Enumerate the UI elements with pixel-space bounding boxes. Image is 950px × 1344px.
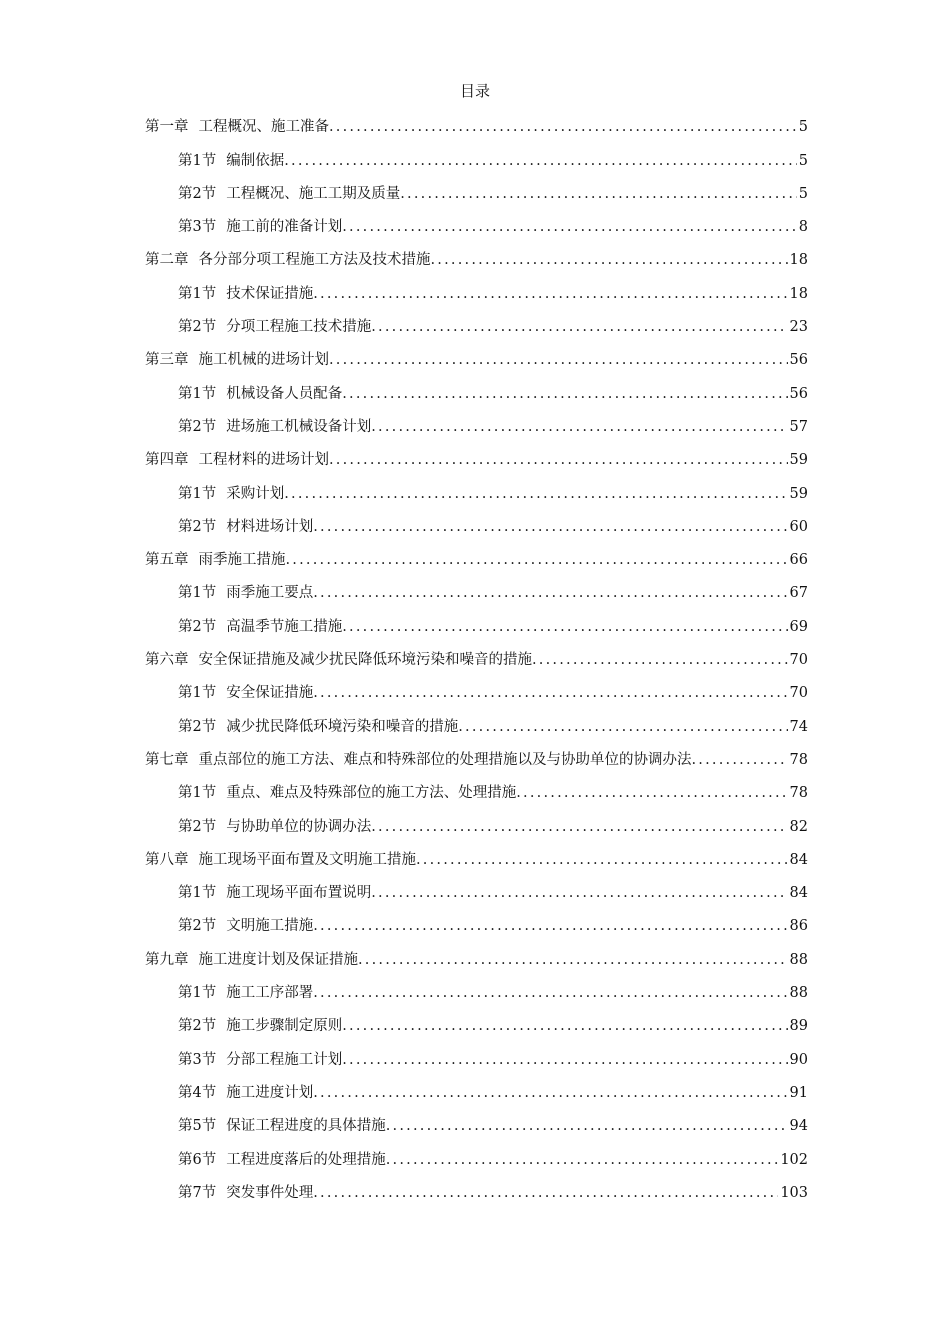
table-of-contents [145,105,808,1204]
toc-entry-title: 机械设备人员配备 [226,385,343,402]
toc-entry-title: 减少扰民降低环境污染和噪音的措施 [226,718,459,735]
toc-entry-title: 采购计划 [226,485,285,502]
toc-entry-number: 第1节 [178,585,217,602]
toc-entry-title: 工程材料的进场计划 [198,452,329,469]
toc-entry-page: 90 [789,1051,808,1068]
toc-dot-leader [313,516,787,538]
toc-entry-number: 第1节 [178,485,217,502]
toc-chapter-entry[interactable] [145,338,808,371]
toc-entry-number: 第四章 [145,452,189,469]
toc-entry-number: 第1节 [178,285,217,302]
toc-section-entry[interactable] [145,405,808,438]
toc-entry-title: 安全保证措施 [226,685,314,702]
toc-dot-leader [284,483,787,505]
toc-section-entry[interactable] [145,305,808,338]
toc-dot-leader [416,849,788,871]
toc-entry-title: 施工步骤制定原则 [226,1018,343,1035]
toc-entry-title: 施工进度计划及保证措施 [198,951,358,968]
toc-chapter-entry[interactable] [145,105,808,138]
toc-entry-page: 5 [798,152,808,169]
toc-entry-number: 第六章 [145,652,189,669]
toc-entry-page: 103 [780,1184,808,1201]
toc-section-entry[interactable] [145,205,808,238]
toc-section-entry[interactable] [145,571,808,604]
toc-title: 目录 [459,82,490,100]
toc-entry-title: 编制依据 [226,152,285,169]
toc-entry-number: 第二章 [145,252,189,269]
toc-entry-page: 88 [789,951,808,968]
toc-entry-number: 第5节 [178,1118,217,1135]
toc-section-entry[interactable] [145,1071,808,1104]
toc-section-entry[interactable] [145,471,808,504]
toc-entry-title: 保证工程进度的具体措施 [226,1118,386,1135]
toc-chapter-entry[interactable] [145,538,808,571]
toc-entry-page: 94 [789,1118,808,1135]
toc-entry-number: 第1节 [178,685,217,702]
toc-section-entry[interactable] [145,371,808,404]
toc-dot-leader [342,1049,787,1071]
toc-dot-leader [342,383,787,405]
toc-entry-page: 5 [798,119,808,136]
toc-entry-page: 70 [789,652,808,669]
toc-entry-title: 雨季施工措施 [198,552,286,569]
toc-dot-leader [342,216,797,238]
toc-entry-page: 91 [789,1084,808,1101]
toc-dot-leader [284,150,797,172]
toc-dot-leader [386,1149,779,1171]
toc-entry-page: 56 [789,352,808,369]
toc-dot-leader [329,449,788,471]
toc-entry-number: 第1节 [178,385,217,402]
toc-dot-leader [358,949,788,971]
toc-section-entry[interactable] [145,804,808,837]
toc-entry-number: 第2节 [178,718,217,735]
toc-entry-number: 第2节 [178,185,217,202]
toc-dot-leader [313,915,787,937]
toc-entry-number: 第九章 [145,951,189,968]
toc-entry-page: 84 [789,851,808,868]
toc-section-entry[interactable] [145,971,808,1004]
toc-section-entry[interactable] [145,172,808,205]
toc-entry-title: 施工现场平面布置说明 [226,885,372,902]
toc-entry-number: 第7节 [178,1184,217,1201]
toc-entry-page: 84 [789,885,808,902]
toc-entry-number: 第1节 [178,985,217,1002]
toc-dot-leader [386,1115,788,1137]
toc-entry-number: 第3节 [178,1051,217,1068]
toc-entry-number: 第2节 [178,818,217,835]
toc-entry-number: 第1节 [178,785,217,802]
toc-chapter-entry[interactable] [145,738,808,771]
toc-entry-page: 8 [798,219,808,236]
toc-entry-title: 施工机械的进场计划 [198,352,329,369]
toc-dot-leader [313,283,787,305]
toc-dot-leader [313,982,787,1004]
toc-section-entry[interactable] [145,671,808,704]
toc-entry-title: 雨季施工要点 [226,585,314,602]
toc-entry-page: 69 [789,618,808,635]
toc-entry-number: 第3节 [178,219,217,236]
toc-entry-number: 第三章 [145,352,189,369]
toc-chapter-entry[interactable] [145,638,808,671]
toc-entry-title: 分项工程施工技术措施 [226,319,372,336]
toc-dot-leader [400,183,797,205]
toc-dot-leader [692,749,788,771]
toc-dot-leader [313,1182,778,1204]
toc-dot-leader [371,316,787,338]
toc-entry-page: 78 [789,785,808,802]
toc-dot-leader [371,882,787,904]
toc-entry-title: 材料进场计划 [226,518,314,535]
toc-dot-leader [371,816,787,838]
toc-section-entry[interactable] [145,604,808,637]
toc-section-entry[interactable] [145,1004,808,1037]
toc-entry-page: 60 [789,518,808,535]
toc-chapter-entry[interactable] [145,438,808,471]
toc-dot-leader [286,549,788,571]
toc-dot-leader [516,782,787,804]
toc-entry-title: 工程进度落后的处理措施 [226,1151,386,1168]
toc-entry-page: 70 [789,685,808,702]
toc-entry-title: 技术保证措施 [226,285,314,302]
toc-chapter-entry[interactable] [145,838,808,871]
toc-entry-title: 各分部分项工程施工方法及技术措施 [198,252,431,269]
toc-entry-page: 82 [789,818,808,835]
toc-entry-title: 施工进度计划 [226,1084,314,1101]
toc-chapter-entry[interactable] [145,937,808,970]
toc-entry-number: 第1节 [178,885,217,902]
toc-entry-page: 18 [789,252,808,269]
toc-entry-number: 第八章 [145,851,189,868]
toc-entry-page: 67 [789,585,808,602]
toc-entry-title: 进场施工机械设备计划 [226,418,372,435]
toc-entry-title: 重点、难点及特殊部位的施工方法、处理措施 [226,785,517,802]
toc-section-entry[interactable] [145,1137,808,1170]
toc-entry-number: 第2节 [178,518,217,535]
toc-entry-number: 第2节 [178,418,217,435]
toc-entry-title: 工程概况、施工准备 [198,119,329,136]
toc-section-entry[interactable] [145,904,808,937]
toc-entry-page: 102 [780,1151,808,1168]
toc-entry-number: 第一章 [145,119,189,136]
toc-entry-page: 86 [789,918,808,935]
toc-entry-page: 5 [798,185,808,202]
toc-entry-page: 56 [789,385,808,402]
toc-dot-leader [431,249,788,271]
toc-entry-title: 施工前的准备计划 [226,219,343,236]
toc-entry-number: 第2节 [178,1018,217,1035]
toc-dot-leader [342,616,787,638]
toc-entry-title: 施工现场平面布置及文明施工措施 [198,851,416,868]
toc-entry-page: 74 [789,718,808,735]
toc-entry-title: 文明施工措施 [226,918,314,935]
toc-section-entry[interactable] [145,1037,808,1070]
toc-section-entry[interactable] [145,871,808,904]
toc-dot-leader [313,682,787,704]
toc-section-entry[interactable] [145,771,808,804]
toc-section-entry[interactable] [145,271,808,304]
toc-entry-number: 第2节 [178,918,217,935]
toc-section-entry[interactable] [145,1171,808,1204]
toc-entry-number: 第6节 [178,1151,217,1168]
toc-entry-title: 分部工程施工计划 [226,1051,343,1068]
toc-entry-title: 高温季节施工措施 [226,618,343,635]
toc-dot-leader [532,649,788,671]
toc-entry-page: 59 [789,452,808,469]
toc-section-entry[interactable] [145,138,808,171]
toc-entry-page: 59 [789,485,808,502]
toc-entry-page: 18 [789,285,808,302]
toc-dot-leader [371,416,787,438]
toc-entry-title: 重点部位的施工方法、难点和特殊部位的处理措施以及与协助单位的协调办法 [198,751,692,768]
toc-dot-leader [329,116,797,138]
toc-dot-leader [329,349,788,371]
toc-dot-leader [313,582,787,604]
toc-chapter-entry[interactable] [145,238,808,271]
toc-section-entry[interactable] [145,704,808,737]
toc-entry-title: 施工工序部署 [226,985,314,1002]
toc-entry-page: 88 [789,985,808,1002]
toc-entry-number: 第2节 [178,319,217,336]
toc-dot-leader [313,1082,787,1104]
toc-entry-title: 突发事件处理 [226,1184,314,1201]
toc-dot-leader [342,1015,787,1037]
toc-entry-title: 工程概况、施工工期及质量 [226,185,401,202]
toc-entry-page: 89 [789,1018,808,1035]
toc-entry-number: 第4节 [178,1084,217,1101]
toc-dot-leader [458,716,787,738]
toc-entry-number: 第五章 [145,552,189,569]
toc-entry-number: 第1节 [178,152,217,169]
toc-section-entry[interactable] [145,505,808,538]
toc-entry-page: 23 [789,319,808,336]
toc-entry-page: 57 [789,418,808,435]
toc-entry-title: 安全保证措施及减少扰民降低环境污染和噪音的措施 [198,652,532,669]
toc-entry-number: 第2节 [178,618,217,635]
toc-section-entry[interactable] [145,1104,808,1137]
toc-entry-number: 第七章 [145,751,189,768]
toc-entry-page: 78 [789,751,808,768]
toc-entry-title: 与协助单位的协调办法 [226,818,372,835]
toc-entry-page: 66 [789,552,808,569]
